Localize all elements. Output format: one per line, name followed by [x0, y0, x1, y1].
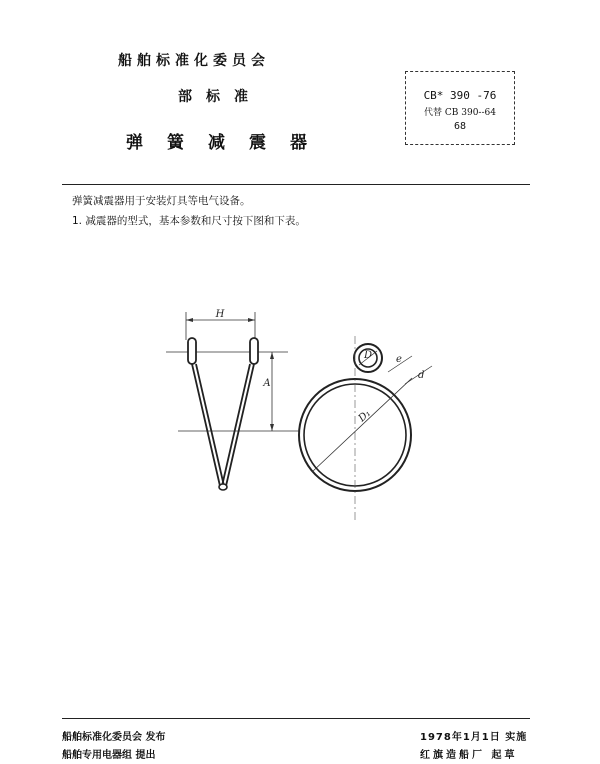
- drafter: 红旗造船厂 起草: [420, 750, 518, 761]
- footer-divider: [62, 718, 530, 719]
- left-spring-leg: [192, 364, 224, 486]
- header-divider: [62, 184, 530, 185]
- dim-D-label: D: [364, 350, 373, 361]
- clause-1-text: 1. 减震器的型式，基本参数和尺寸按下图和下表。: [72, 215, 306, 227]
- spring-damper-drawing: [150, 300, 450, 520]
- left-leg-loop: [188, 338, 196, 364]
- issuer: 船舶标准化委员会 发布: [62, 732, 166, 743]
- intro-text: 弹簧减震器用于安装灯具等电气设备。: [72, 195, 251, 207]
- dim-d-label: d: [418, 370, 425, 381]
- ministry-standard-title: 部标准: [178, 89, 262, 105]
- dim-A-arrow-bottom: [270, 424, 274, 431]
- document-title: 弹簧减震器: [126, 133, 331, 153]
- committee-title: 船舶标准化委员会: [118, 53, 270, 69]
- standard-line-3: 68: [453, 121, 467, 132]
- replaces-standard: 代替 CB 390--64: [424, 108, 496, 118]
- dim-H-label: H: [215, 309, 225, 320]
- spring-bottom-bend: [219, 484, 227, 490]
- proposer: 船舶专用电器组 提出: [62, 750, 156, 761]
- effective-date: 1978年1月1日 实施: [420, 732, 528, 743]
- dim-A-arrow-top: [270, 352, 274, 359]
- dim-e-label: e: [396, 354, 402, 365]
- dim-H-arrow-left: [186, 318, 193, 322]
- standard-code: CB* 390 -76: [423, 89, 497, 102]
- dim-D1-label: D₁: [356, 408, 373, 425]
- right-leg-loop: [250, 338, 258, 364]
- right-spring-leg: [222, 364, 254, 486]
- dim-H-arrow-right: [248, 318, 255, 322]
- standard-number-box: [405, 71, 515, 145]
- dim-A-label: A: [263, 378, 271, 389]
